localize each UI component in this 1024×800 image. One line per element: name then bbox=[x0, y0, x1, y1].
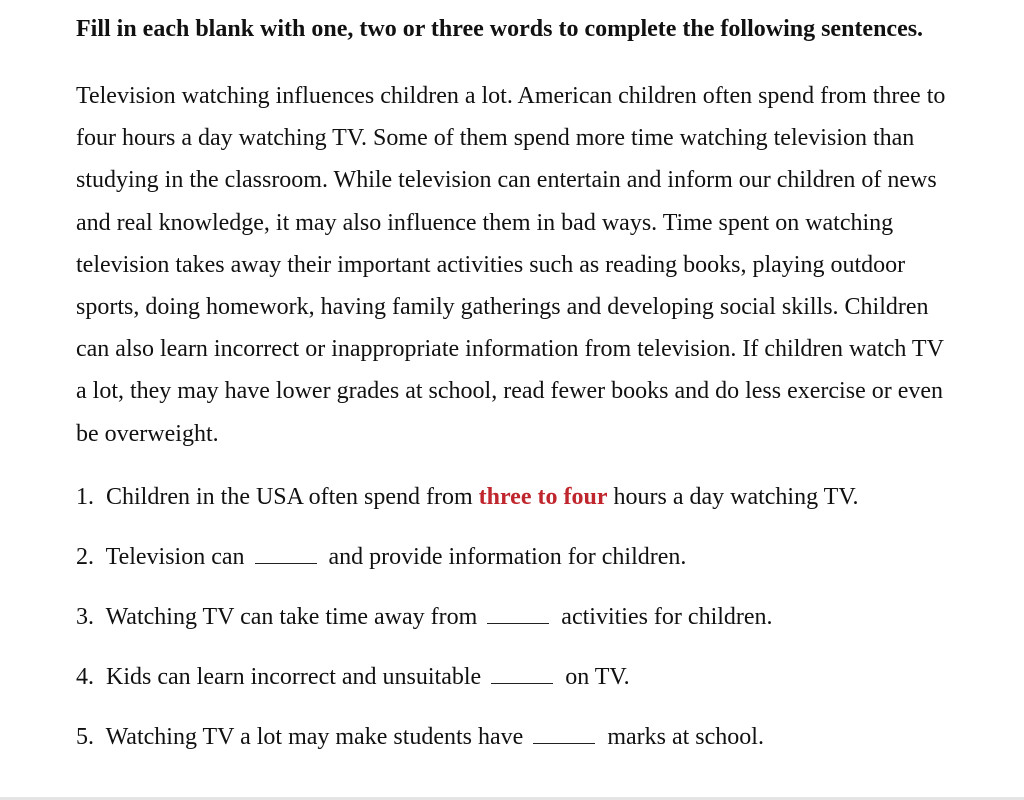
question-number: 4. bbox=[76, 663, 94, 690]
question-text-before: Television can bbox=[105, 543, 245, 570]
filled-answer: three to four bbox=[478, 483, 608, 510]
question-text-after: and provide information for children. bbox=[328, 543, 687, 570]
question-text-before: Kids can learn incorrect and unsuitable bbox=[106, 663, 482, 690]
question-number: 5. bbox=[76, 723, 94, 750]
question-number: 2. bbox=[76, 543, 94, 570]
answer-blank[interactable] bbox=[255, 562, 317, 564]
question-text-before: Watching TV can take time away from bbox=[105, 603, 478, 630]
question-text-after: marks at school. bbox=[607, 723, 764, 750]
question-text-after: hours a day watching TV. bbox=[613, 483, 859, 510]
answer-blank[interactable] bbox=[491, 682, 553, 684]
reading-passage: Television watching influences children a lot. American children often spend from three to four hours a day watching TV. Some of them spend more time watching television than studying in the classroom. While television can entertain and inform our children of news and real knowledge, it may also influence them in bad ways. Time spent on watching television takes away their important activities such as reading books, playing outdoor sports, doing homework, having family gatherings and developing social skills. Children can also learn incorrect or inappropriate information from television. If children watch TV a lot, they may have lower grades at school, read fewer books and do less exercise or even be overweight. bbox=[76, 83, 946, 447]
question-4 bbox=[76, 660, 948, 694]
question-number: 3. bbox=[76, 603, 94, 630]
question-text-before: Watching TV a lot may make students have bbox=[105, 723, 524, 750]
answer-blank[interactable] bbox=[533, 742, 595, 744]
question-text-after: activities for children. bbox=[561, 603, 773, 630]
question-text-before: Children in the USA often spend from bbox=[106, 483, 473, 510]
question-number: 1. bbox=[76, 483, 94, 510]
question-text-after: on TV. bbox=[565, 663, 630, 690]
instructions-heading: Fill in each blank with one, two or three words to complete the following sentences. bbox=[76, 16, 924, 42]
answer-blank[interactable] bbox=[487, 622, 549, 624]
question-1 bbox=[76, 480, 948, 514]
question-5 bbox=[76, 720, 948, 754]
question-3 bbox=[76, 600, 948, 634]
question-2 bbox=[76, 540, 948, 574]
